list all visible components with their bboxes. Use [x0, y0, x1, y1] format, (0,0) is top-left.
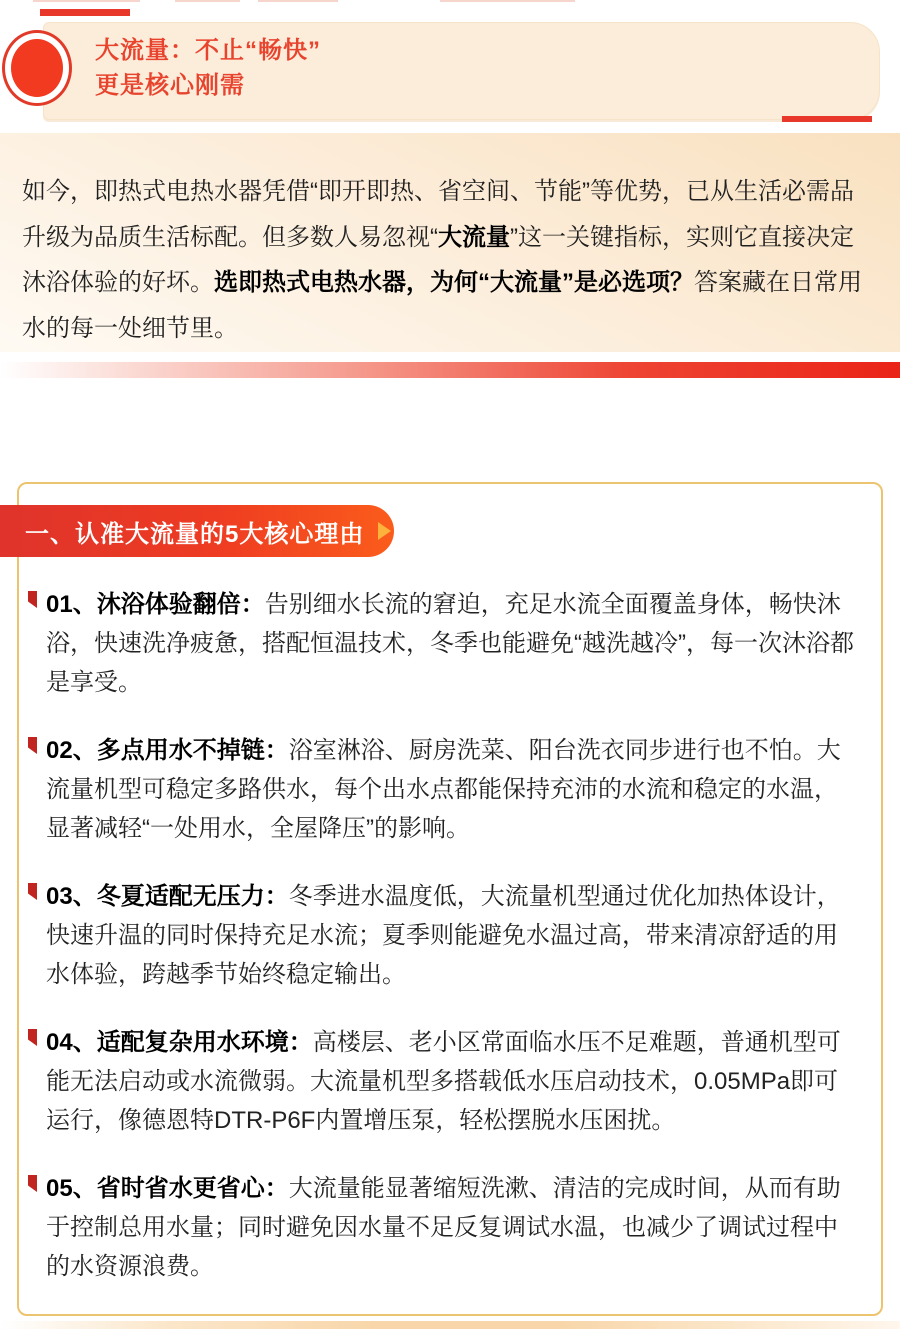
reason-item	[46, 877, 858, 994]
intro-paragraph	[0, 133, 900, 351]
reason-item	[46, 1023, 858, 1140]
reason-item-label: 03、冬夏适配无压力：	[46, 883, 289, 910]
red-dot-inner	[11, 39, 63, 97]
intro-segment-bold: 选即热式电热水器，为何“大流量”是必选项？	[214, 269, 694, 296]
header-accent-bar-bottom	[782, 116, 872, 122]
header-accent-bar-top	[40, 9, 130, 16]
page-title	[95, 33, 321, 103]
reason-item-body: 高楼层、老小区常面临水压不足难题，普通机型可能无法启动或水流微弱。大流量机型多搭载低水压启动技术，0.05MPa即可运行，像德恩特DTR-P6F内置增压泵，轻松摆脱水压困扰。	[46, 1029, 841, 1134]
reason-item	[46, 731, 858, 848]
reason-item-body: 大流量能显著缩短洗漱、清洁的完成时间，从而有助于控制总用水量；同时避免因水量不足反复调试水温，也减少了调试过程中的水资源浪费。	[46, 1175, 841, 1280]
page-title-line2: 更是核心刚需	[95, 72, 245, 99]
top-edge-dash	[175, 0, 240, 2]
divider-gradient-bar	[0, 362, 900, 378]
reason-item-label: 04、适配复杂用水环境：	[46, 1029, 313, 1056]
play-triangle-icon	[378, 522, 391, 540]
intro-segment: 答案藏在日常用水的每一处细节里。	[22, 269, 862, 342]
top-edge-dash	[258, 0, 338, 2]
section-heading: 一、认准大流量的5大核心理由	[25, 520, 365, 548]
intro-section	[0, 133, 900, 352]
reason-item-label: 01、沐浴体验翻倍：	[46, 591, 265, 618]
intro-segment-bold: 大流量	[438, 223, 510, 251]
reason-item	[46, 1169, 858, 1286]
intro-segment: ”这一关键指标，实则它直接决定沐浴体验的好坏。	[22, 223, 854, 296]
reason-item-body: 告别细水长流的窘迫，充足水流全面覆盖身体，畅快沐浴，快速洗净疲惫，搭配恒温技术，冬季也能避免“越洗越冷”，每一次沐浴都是享受。	[46, 591, 854, 696]
reason-item-body: 冬季进水温度低，大流量机型通过优化加热体设计，快速升温的同时保持充足水流；夏季则能避免水温过高，带来清凉舒适的用水体验，跨越季节始终稳定输出。	[46, 883, 841, 988]
reason-item	[46, 585, 858, 702]
reason-item-label: 05、省时省水更省心：	[46, 1175, 289, 1202]
next-section-peek	[0, 1321, 900, 1329]
page-title-line1: 大流量：不止“畅快”	[95, 37, 321, 64]
reason-item-body: 浴室淋浴、厨房洗菜、阳台洗衣同步进行也不怕。大流量机型可稳定多路供水，每个出水点都能保持充沛的水流和稳定的水温，显著减轻“一处用水，全屋降压”的影响。	[46, 737, 841, 842]
top-edge-dash	[440, 0, 575, 2]
top-edge-dash	[33, 0, 140, 2]
reason-item-label: 02、多点用水不掉链：	[46, 737, 289, 764]
red-dot-icon	[2, 30, 72, 106]
intro-segment: 如今，即热式电热水器凭借“即开即热、省空间、节能”等优势，已从生活必需品升级为品质生活标配。但多数人易忽视“	[22, 178, 854, 251]
reason-list	[46, 585, 858, 1315]
section-heading-pill	[0, 505, 394, 557]
